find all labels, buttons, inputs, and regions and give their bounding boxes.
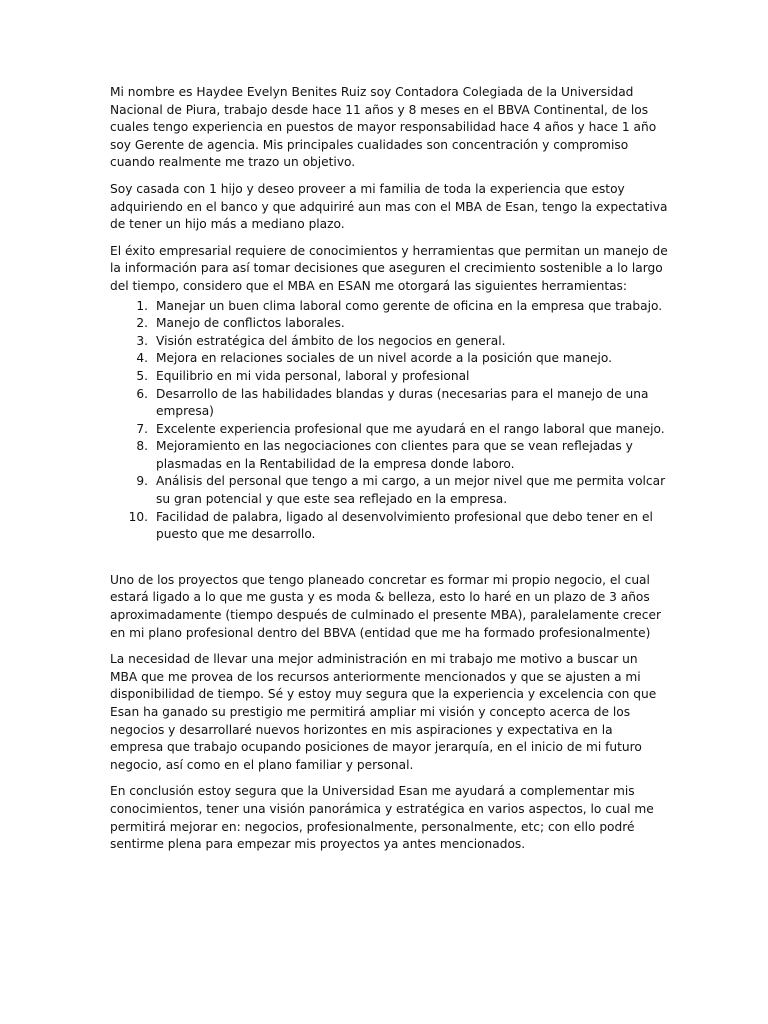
paragraph-intro-2: Soy casada con 1 hijo y deseo proveer a mi familia de toda la experiencia que estoy adquiriendo en el banco y que adquiriré aun mas con el MBA de Esan, tengo la expectativa de tener un hijo más a mediano plazo. xyxy=(110,181,668,232)
paragraph-closing-2: La necesidad de llevar una mejor administración en mi trabajo me motivo a buscar un MBA que me provea de los recursos anteriormente mencionados y que se ajusten a mi disponibilidad de tiempo. Sé y estoy muy segura que la experiencia y excelencia con que Esan ha ganado su prestigio me permitirá ampliar mi visión y concepto acerca de los negocios y desarrollaré nuevos horizontes en mis aspiraciones y expectativa en la empresa que trabajo ocupando posiciones de mayor jerarquía, en el inicio de mi futuro negocio, así como en el plano familiar y personal. xyxy=(110,652,657,772)
list-item xyxy=(110,386,668,421)
list-item-number: 7. xyxy=(136,421,148,436)
list-item-text: Mejora en relaciones sociales de un nivel acorde a la posición que manejo. xyxy=(156,351,612,366)
list-item xyxy=(110,350,668,368)
list-item xyxy=(110,509,668,544)
list-item-text: Facilidad de palabra, ligado al desenvolvimiento profesional que debo tener en el puesto que me desarrollo. xyxy=(156,509,653,542)
list-item-text: Análisis del personal que tengo a mi cargo, a un mejor nivel que me permita volcar su gran potencial y que este sea reflejado en la empresa. xyxy=(156,474,666,507)
list-item-number: 5. xyxy=(136,368,148,383)
list-item-text: Manejo de conflictos laborales. xyxy=(156,316,345,331)
list-item-text: Visión estratégica del ámbito de los negocios en general. xyxy=(156,333,506,348)
list-item xyxy=(110,438,668,473)
list-item-text: Desarrollo de las habilidades blandas y duras (necesarias para el manejo de una empresa) xyxy=(156,386,649,419)
list-item-number: 1. xyxy=(136,298,148,313)
list-item xyxy=(110,473,668,508)
list-item xyxy=(110,315,668,333)
paragraph-closing-1: Uno de los proyectos que tengo planeado concretar es formar mi propio negocio, el cual estará ligado a lo que me gusta y es moda & belleza, esto lo haré en un plazo de 3 años aproximadamente (tiempo después de culminado el presente MBA), paralelamente crecer en mi plano profesional dentro del BBVA (entidad que me ha formado profesionalmente) xyxy=(110,572,661,640)
list-item-text: Excelente experiencia profesional que me ayudará en el rango laboral que manejo. xyxy=(156,421,665,436)
list-item-number: 6. xyxy=(136,386,148,401)
list-item-number: 9. xyxy=(136,474,148,489)
list-item-number: 2. xyxy=(136,316,148,331)
list-item-number: 4. xyxy=(136,351,148,366)
paragraph-intro-1: Mi nombre es Haydee Evelyn Benites Ruiz soy Contadora Colegiada de la Universidad Nacional de Piura, trabajo desde hace 11 años y 8 meses en el BBVA Continental, de los cuales tengo experiencia en puestos de mayor responsabilidad hace 4 años y hace 1 año soy Gerente de agencia. Mis principales cualidades son concentración y compromiso cuando realmente me trazo un objetivo. xyxy=(110,85,657,170)
tools-list xyxy=(110,298,668,544)
list-item-number: 8. xyxy=(136,439,148,454)
list-item-text: Manejar un buen clima laboral como gerente de oficina en la empresa que trabajo. xyxy=(156,298,663,313)
list-item xyxy=(110,368,668,386)
list-item xyxy=(110,298,668,316)
list-item-number: 10. xyxy=(128,509,148,524)
paragraph-closing-3: En conclusión estoy segura que la Universidad Esan me ayudará a complementar mis conocimientos, tener una visión panorámica y estratégica en varios aspectos, lo cual me permitirá mejorar en: negocios, profesionalmente, personalmente, etc; con ello podré sentirme plena para empezar mis proyectos ya antes mencionados. xyxy=(110,784,654,852)
list-item xyxy=(110,333,668,351)
section-spacer xyxy=(110,544,668,572)
list-item xyxy=(110,421,668,439)
list-item-number: 3. xyxy=(136,333,148,348)
paragraph-intro-3: El éxito empresarial requiere de conocimientos y herramientas que permitan un manejo de la información para así tomar decisiones que aseguren el crecimiento sostenible a lo largo del tiempo, considero que el MBA en ESAN me otorgará las siguientes herramientas: xyxy=(110,243,668,293)
list-item-text: Mejoramiento en las negociaciones con clientes para que se vean reflejadas y plasmadas en la Rentabilidad de la empresa donde laboro. xyxy=(156,439,633,471)
list-item-text: Equilibrio en mi vida personal, laboral y profesional xyxy=(156,368,470,383)
